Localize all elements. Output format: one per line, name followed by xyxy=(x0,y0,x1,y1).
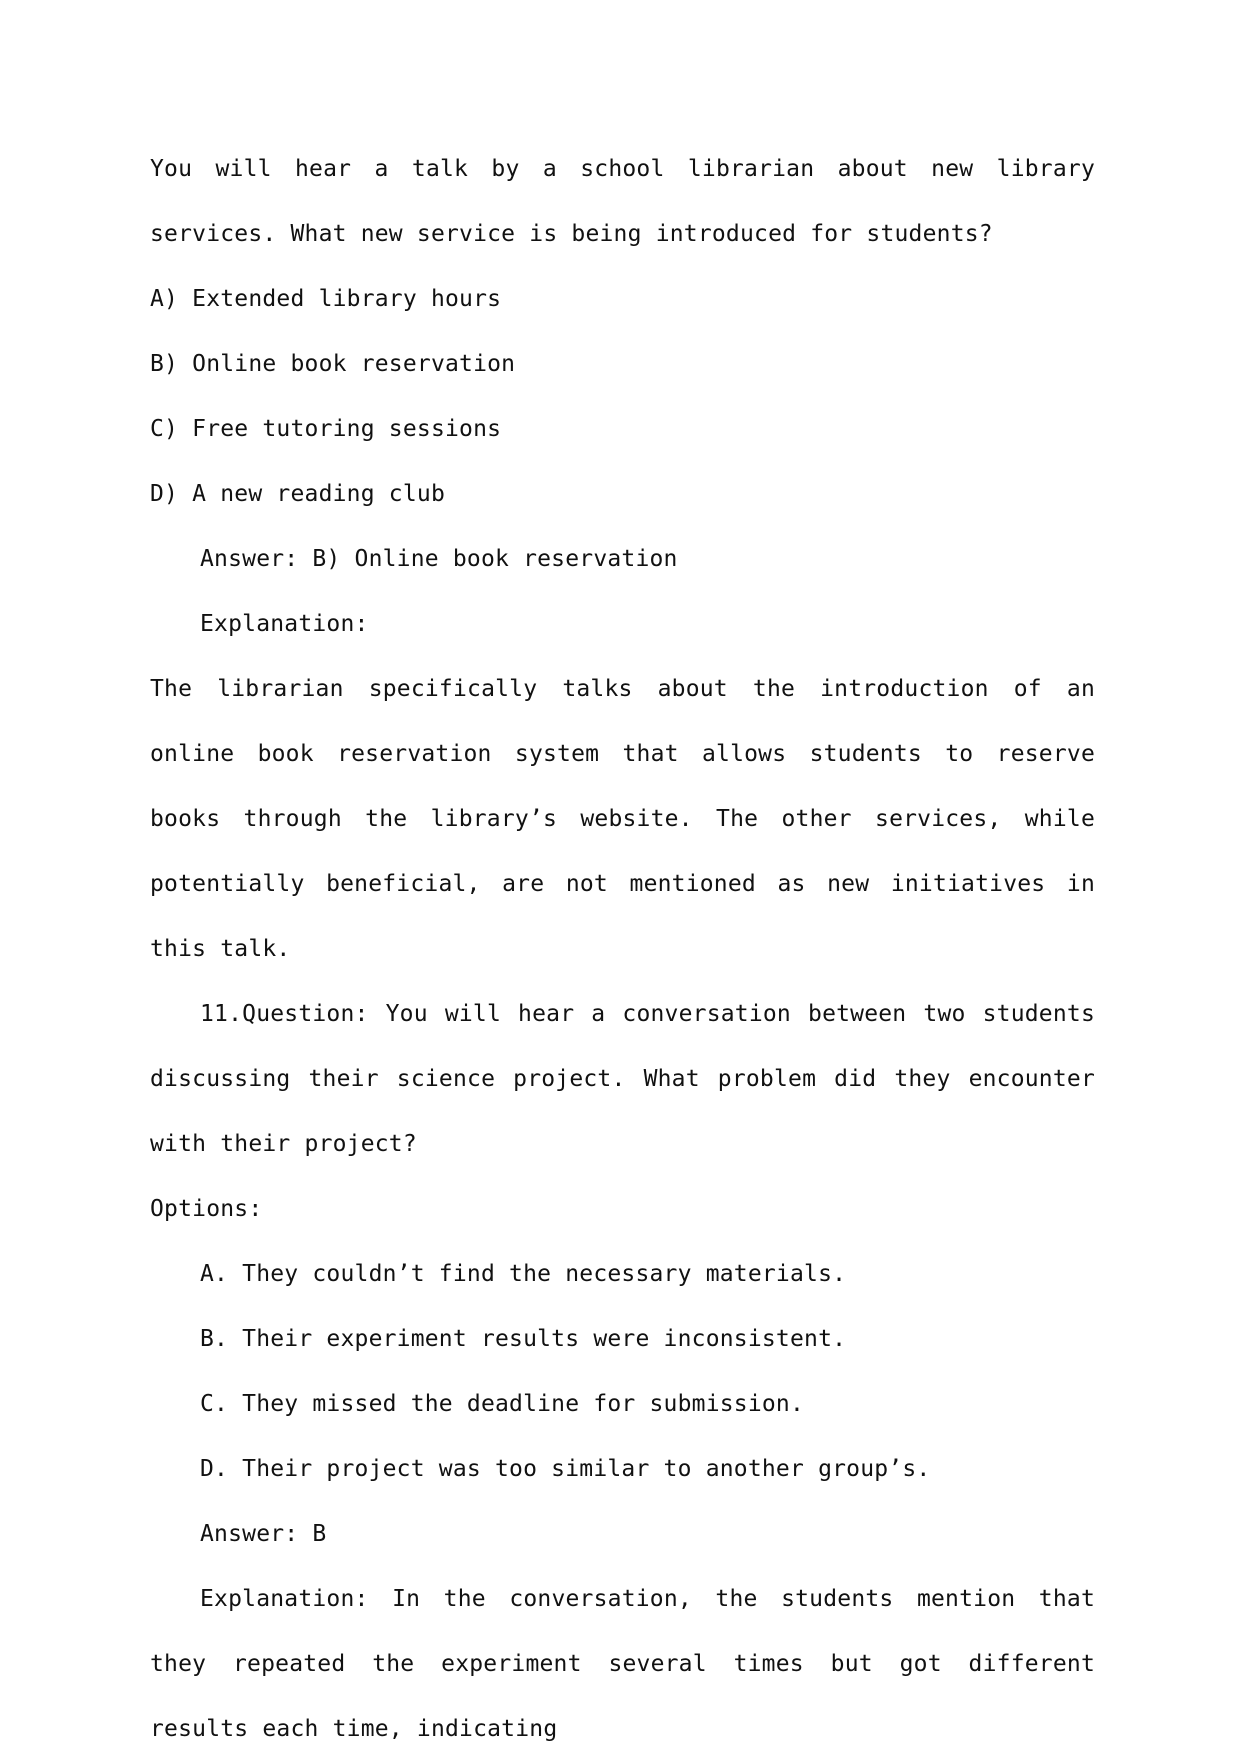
question-11-options-label: Options: xyxy=(150,1196,263,1222)
question-11-answer: Answer: B xyxy=(200,1521,327,1547)
question-10-prompt: You will hear a talk by a school librarian about new library services. What new service is being introduced for students? xyxy=(150,156,1095,247)
question-10-explanation: The librarian specifically talks about the introduction of an online book reservation system that allows students to reserve books through the library’s website. The other services, while potentially beneficial, are not mentioned as new initiatives in this talk. xyxy=(150,676,1095,962)
question-11-explanation: Explanation: In the conversation, the students mention that they repeated the experiment several times but got different results each time, indicating xyxy=(150,1586,1095,1742)
question-11-option-d: D. Their project was too similar to another group’s. xyxy=(200,1456,931,1482)
document-body xyxy=(150,137,1095,1762)
question-10-option-d: D) A new reading club xyxy=(150,481,445,507)
question-10-answer: Answer: B) Online book reservation xyxy=(200,546,678,572)
question-11-option-c: C. They missed the deadline for submission. xyxy=(200,1391,805,1417)
question-10-option-b: B) Online book reservation xyxy=(150,351,516,377)
question-10-option-c: C) Free tutoring sessions xyxy=(150,416,502,442)
question-11-option-a: A. They couldn’t find the necessary materials. xyxy=(200,1261,847,1287)
question-11-text: 11.Question: You will hear a conversation between two students discussing their science project. What problem did they encounter with their project? xyxy=(150,1001,1095,1157)
question-11-option-b: B. Their experiment results were inconsistent. xyxy=(200,1326,847,1352)
question-10-option-a: A) Extended library hours xyxy=(150,286,502,312)
question-10-explanation-label: Explanation: xyxy=(200,611,369,637)
